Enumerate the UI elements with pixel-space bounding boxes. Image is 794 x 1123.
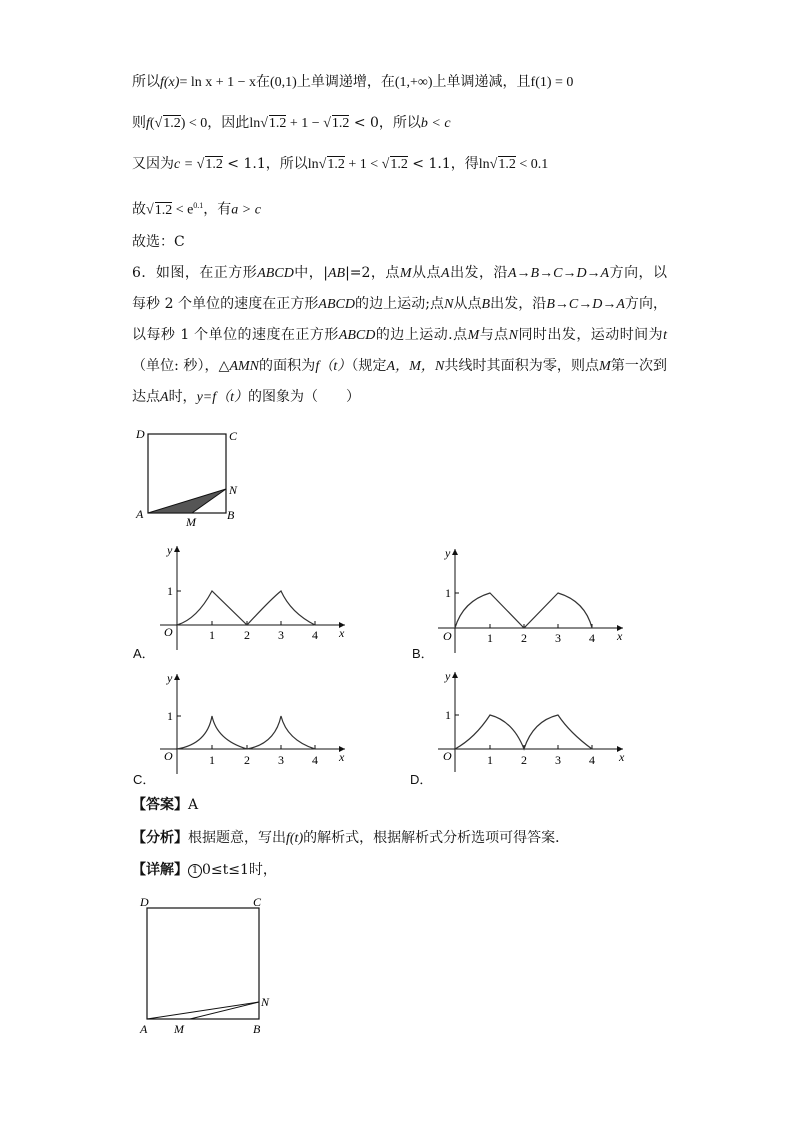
svg-text:1: 1	[209, 753, 215, 767]
solution-line-3: 又因为c = √1.2 < 1.1，所以ln√1.2 + 1 < √1.2 < 1.1，得ln√1.2 < 0.1	[132, 156, 549, 172]
option-c-label[interactable]: C．	[133, 772, 156, 787]
label-D: D	[140, 895, 149, 909]
svg-text:3: 3	[278, 628, 284, 642]
svg-text:3: 3	[555, 631, 561, 645]
square-figure-1	[132, 422, 252, 530]
svg-text:y: y	[167, 671, 173, 685]
svg-text:2: 2	[521, 631, 527, 645]
svg-text:1: 1	[167, 584, 173, 598]
svg-text:x: x	[619, 750, 625, 764]
svg-text:y: y	[445, 546, 451, 560]
graph-option-a	[155, 540, 355, 650]
label-C: C	[229, 429, 238, 443]
option-b-label[interactable]: B．	[412, 646, 434, 661]
svg-text:x: x	[339, 750, 345, 764]
graph-option-c	[155, 668, 355, 778]
svg-text:y: y	[445, 669, 451, 683]
svg-text:1: 1	[209, 628, 215, 642]
svg-text:4: 4	[312, 628, 318, 642]
solution-line-4: 故$√1.2 < e^{0.1}$，有a > c	[132, 201, 261, 218]
svg-text:1: 1	[445, 586, 451, 600]
answer-line: 【答案】A	[132, 797, 199, 813]
solution-line-2: 则f(√1.2) < 0，因此ln√1.2 + 1 − √1.2 < 0，所以b < c	[132, 115, 451, 131]
triangle-amn	[148, 489, 226, 513]
svg-text:O: O	[443, 629, 452, 643]
problem-6: 6．如图，在正方形ABCD中，|AB|=2，点M从点A出发，沿A→B→C→D→A方向，以每秒 2 个单位的速度在正方形ABCD的边上运动;点N从点B出发，沿B→C→D→A方向，以每秒 1 个单位的速度在正方形ABCD的边上运动.点M与点N同时出发，运动时间为t（单位: 秒），△AMN的面积为f（t）（规定A，M，N共线时其面积为零，则点M第一次到达点A时，y=f（t）的图象为（ ）	[132, 265, 668, 405]
option-a-label[interactable]: A．	[133, 646, 155, 661]
svg-text:4: 4	[312, 753, 318, 767]
label-N: N	[261, 995, 270, 1009]
svg-text:O: O	[443, 749, 452, 763]
svg-text:3: 3	[555, 753, 561, 767]
svg-text:O: O	[164, 625, 173, 639]
svg-text:1: 1	[487, 753, 493, 767]
svg-text:2: 2	[244, 753, 250, 767]
detail-line: 【详解】 1 0≤t≤1时，	[132, 862, 277, 878]
label-M: M	[186, 515, 196, 529]
svg-text:3: 3	[278, 753, 284, 767]
svg-text:2: 2	[244, 628, 250, 642]
analysis-line: 【分析】根据题意，写出f(t)的解析式，根据解析式分析选项可得答案．	[132, 830, 570, 846]
choose-line: 故选：C	[132, 234, 185, 250]
option-d-label[interactable]: D．	[410, 772, 433, 787]
solution-line-1: 所以f(x)= ln x + 1 − x在(0,1)上单调递增，在(1,+∞)上单调递减，且f(1) = 0	[132, 74, 574, 90]
svg-text:1: 1	[487, 631, 493, 645]
svg-text:x: x	[617, 629, 623, 643]
label-M: M	[174, 1022, 184, 1036]
svg-text:1: 1	[167, 709, 173, 723]
graph-option-d	[435, 666, 635, 776]
label-A: A	[136, 507, 144, 521]
label-B: B	[253, 1022, 261, 1036]
svg-text:4: 4	[589, 753, 595, 767]
svg-text:x: x	[339, 626, 345, 640]
svg-text:4: 4	[589, 631, 595, 645]
svg-text:y: y	[167, 543, 173, 557]
svg-text:O: O	[164, 749, 173, 763]
graph-option-b	[435, 543, 635, 653]
square-figure-2	[132, 892, 282, 1042]
label-D: D	[136, 427, 145, 441]
label-A: A	[140, 1022, 148, 1036]
svg-text:2: 2	[521, 753, 527, 767]
svg-text:1: 1	[445, 708, 451, 722]
label-C: C	[253, 895, 262, 909]
label-B: B	[227, 508, 235, 522]
label-N: N	[229, 483, 238, 497]
